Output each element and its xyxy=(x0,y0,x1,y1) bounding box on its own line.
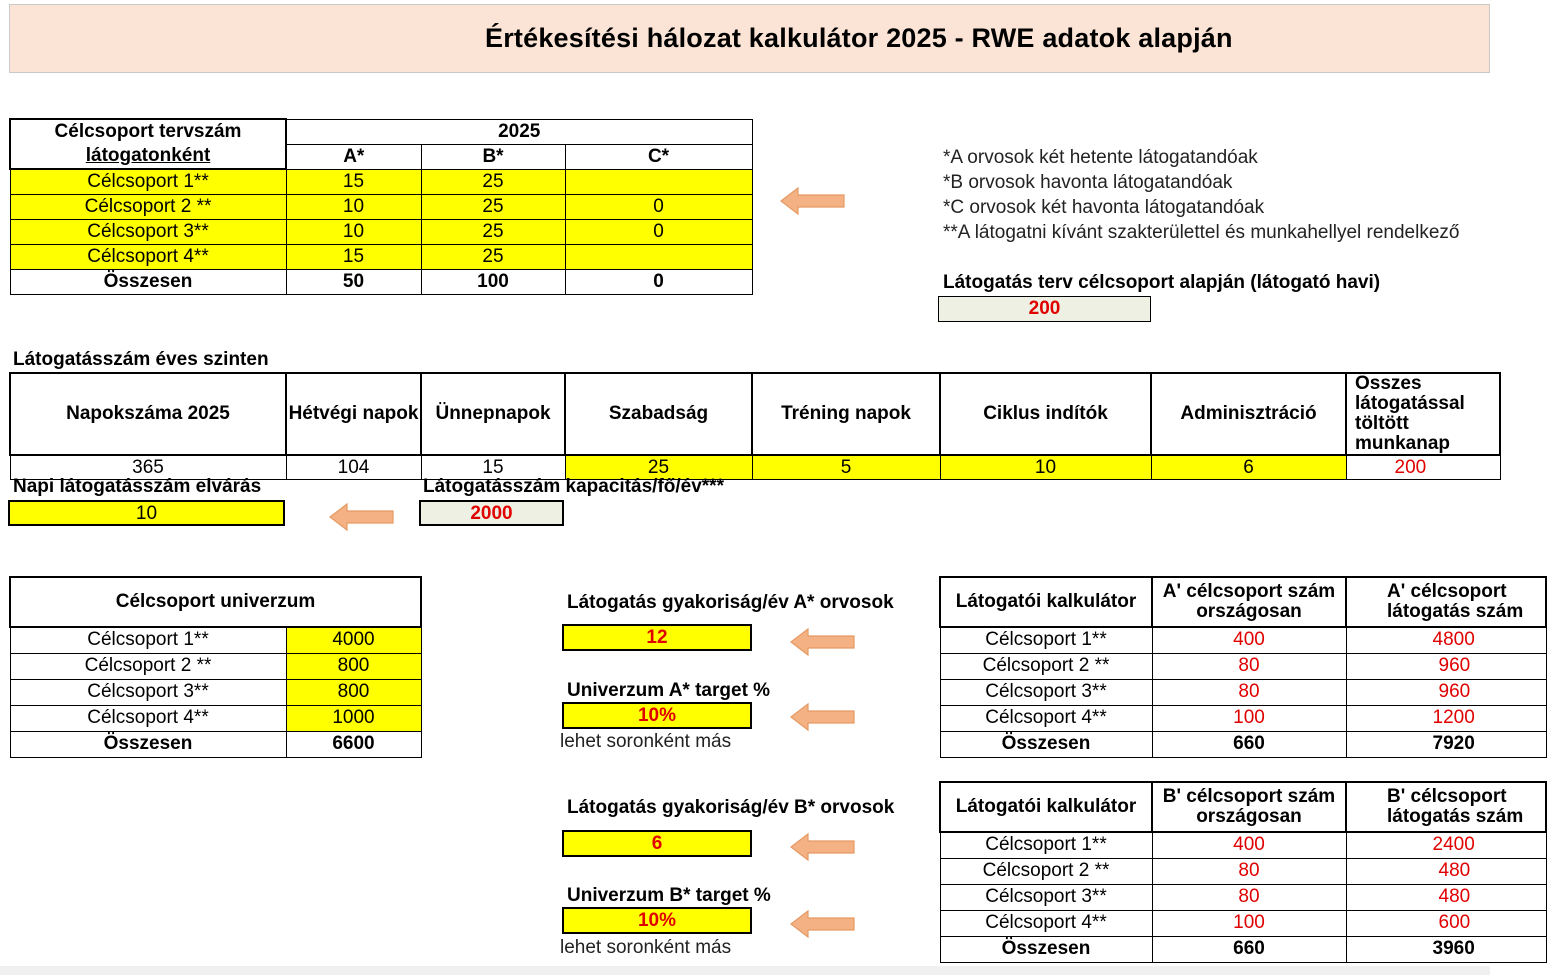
table-row xyxy=(10,244,752,269)
cell-b[interactable]: 25 xyxy=(421,169,565,194)
row-label: Célcsoport 1** xyxy=(10,627,286,653)
table-row xyxy=(940,910,1546,936)
value-vacation[interactable]: 25 xyxy=(565,455,752,480)
col-b-header: B* xyxy=(421,144,565,169)
total-row xyxy=(940,731,1546,757)
value-weekend: 104 xyxy=(286,455,421,480)
note-c: *C orvosok két havonta látogatandóak xyxy=(943,197,1265,218)
row-label: Célcsoport 4** xyxy=(940,705,1152,731)
freq-b-label: Látogatás gyakoriság/év B* orvosok xyxy=(567,797,895,818)
universe-value[interactable]: 4000 xyxy=(286,627,421,653)
cell-a[interactable]: 10 xyxy=(286,194,421,219)
visits-cell: 960 xyxy=(1346,679,1546,705)
total-label: Összesen xyxy=(940,731,1152,757)
cell-a[interactable]: 15 xyxy=(286,244,421,269)
row-label: Célcsoport 3** xyxy=(940,679,1152,705)
value-admin[interactable]: 6 xyxy=(1151,455,1346,480)
row-label: Célcsoport 2 ** xyxy=(10,653,286,679)
arrow-left-icon xyxy=(790,832,856,862)
count-cell: 80 xyxy=(1152,884,1346,910)
universe-value[interactable]: 1000 xyxy=(286,705,421,731)
row-label: Célcsoport 4** xyxy=(10,705,286,731)
arrow-left-icon xyxy=(329,502,395,532)
cell-a[interactable]: 10 xyxy=(286,219,421,244)
annual-table xyxy=(9,372,1501,480)
table-row xyxy=(10,194,752,219)
target-a-value[interactable]: 10% xyxy=(562,702,752,729)
row-label: Célcsoport 1** xyxy=(940,832,1152,858)
calc-b-title: Látogatói kalkulátor xyxy=(940,782,1152,832)
total-row xyxy=(10,269,752,294)
count-cell: 100 xyxy=(1152,705,1346,731)
count-cell: 80 xyxy=(1152,679,1346,705)
visits-cell: 2400 xyxy=(1346,832,1546,858)
table-row xyxy=(10,705,421,731)
table-row xyxy=(940,832,1546,858)
universe-value[interactable]: 800 xyxy=(286,653,421,679)
daily-label: Napi látogatásszám elvárás xyxy=(13,476,262,497)
note-b: *B orvosok havonta látogatandóak xyxy=(943,172,1233,193)
cell-b[interactable]: 25 xyxy=(421,244,565,269)
row-label: Célcsoport 2 ** xyxy=(10,194,286,219)
arrow-left-icon xyxy=(790,909,856,939)
arrow-left-icon xyxy=(780,186,846,216)
row-label: Célcsoport 3** xyxy=(940,884,1152,910)
total-label: Összesen xyxy=(10,269,286,294)
target-a-note: lehet soronként más xyxy=(560,731,732,752)
value-workdays: 200 xyxy=(1346,455,1500,480)
table-row xyxy=(10,653,421,679)
count-cell: 80 xyxy=(1152,653,1346,679)
count-cell: 100 xyxy=(1152,910,1346,936)
visit-plan-value: 200 xyxy=(938,296,1151,322)
table-row xyxy=(940,705,1546,731)
row-label: Célcsoport 1** xyxy=(940,627,1152,653)
visits-cell: 960 xyxy=(1346,653,1546,679)
note-a: *A orvosok két hetente látogatandóak xyxy=(943,147,1258,168)
title-banner xyxy=(9,4,1490,73)
count-cell: 80 xyxy=(1152,858,1346,884)
total-count: 660 xyxy=(1152,936,1346,962)
header-cycle: Ciklus indítók xyxy=(940,373,1151,455)
table-row xyxy=(10,219,752,244)
header-holidays: Ünnepnapok xyxy=(421,373,565,455)
header-workdays: Összes látogatással töltött munkanap xyxy=(1346,373,1500,455)
header-days: Napokszáma 2025 xyxy=(10,373,286,455)
universe-table xyxy=(9,576,422,758)
total-visits: 3960 xyxy=(1346,936,1546,962)
calc-a-title: Látogatói kalkulátor xyxy=(940,577,1152,627)
target-b-label: Univerzum B* target % xyxy=(567,885,771,906)
total-label: Összesen xyxy=(940,936,1152,962)
total-row xyxy=(10,731,421,757)
table-row xyxy=(10,169,752,194)
cell-c[interactable] xyxy=(565,244,752,269)
calculator-b-table xyxy=(939,781,1547,963)
row-label: Célcsoport 3** xyxy=(10,219,286,244)
total-value: 6600 xyxy=(286,731,421,757)
calc-a-col1: A' célcsoport szám országosan xyxy=(1152,577,1346,627)
row-label: Célcsoport 4** xyxy=(940,910,1152,936)
value-cycle[interactable]: 10 xyxy=(940,455,1151,480)
capacity-value: 2000 xyxy=(419,500,564,526)
target-b-note: lehet soronként más xyxy=(560,937,732,958)
total-b: 100 xyxy=(421,269,565,294)
calc-b-col1: B' célcsoport szám országosan xyxy=(1152,782,1346,832)
capacity-label: Látogatásszám kapacitás/fő/év*** xyxy=(423,476,724,497)
visit-plan-label: Látogatás terv célcsoport alapján (látogató havi) xyxy=(943,272,1381,293)
col-c-header: C* xyxy=(565,144,752,169)
row-label: Célcsoport 2 ** xyxy=(940,653,1152,679)
page-title: Értékesítési hálozat kalkulátor 2025 - RWE adatok alapján xyxy=(485,23,1233,53)
year-header: 2025 xyxy=(286,119,752,144)
visits-cell: 1200 xyxy=(1346,705,1546,731)
target-a-label: Univerzum A* target % xyxy=(567,680,771,701)
header-training: Tréning napok xyxy=(752,373,940,455)
header-vacation: Szabadság xyxy=(565,373,752,455)
row-label: Célcsoport 3** xyxy=(10,679,286,705)
freq-a-value[interactable]: 12 xyxy=(562,624,752,651)
footer-bar xyxy=(0,966,1490,975)
total-row xyxy=(940,936,1546,962)
arrow-left-icon xyxy=(790,627,856,657)
row-label: Célcsoport 2 ** xyxy=(940,858,1152,884)
calc-a-col2: A' célcsoport látogatás szám xyxy=(1346,577,1546,627)
row-label: Célcsoport 1** xyxy=(10,169,286,194)
target-table-header: Célcsoport tervszám látogatonként xyxy=(10,119,286,169)
arrow-left-icon xyxy=(790,702,856,732)
table-row xyxy=(940,653,1546,679)
universe-value[interactable]: 800 xyxy=(286,679,421,705)
value-holidays: 15 xyxy=(421,455,565,480)
table-row xyxy=(940,884,1546,910)
row-label: Célcsoport 4** xyxy=(10,244,286,269)
cell-c[interactable] xyxy=(565,169,752,194)
value-days: 365 xyxy=(10,455,286,480)
value-training[interactable]: 5 xyxy=(752,455,940,480)
visits-cell: 480 xyxy=(1346,858,1546,884)
total-count: 660 xyxy=(1152,731,1346,757)
freq-a-label: Látogatás gyakoriság/év A* orvosok xyxy=(567,592,894,613)
note-target: **A látogatni kívánt szakterülettel és munkahellyel rendelkező xyxy=(943,222,1460,243)
calculator-a-table xyxy=(939,576,1547,758)
header-weekend: Hétvégi napok xyxy=(286,373,421,455)
header-admin: Adminisztráció xyxy=(1151,373,1346,455)
total-c: 0 xyxy=(565,269,752,294)
cell-c[interactable]: 0 xyxy=(565,219,752,244)
visits-cell: 600 xyxy=(1346,910,1546,936)
table-row xyxy=(10,627,421,653)
total-visits: 7920 xyxy=(1346,731,1546,757)
calc-b-col2: B' célcsoport látogatás szám xyxy=(1346,782,1546,832)
table-row xyxy=(940,858,1546,884)
total-a: 50 xyxy=(286,269,421,294)
col-a-header: A* xyxy=(286,144,421,169)
target-b-value[interactable]: 10% xyxy=(562,907,752,934)
table-row xyxy=(10,679,421,705)
freq-b-value[interactable]: 6 xyxy=(562,830,752,857)
table-row xyxy=(940,627,1546,653)
table-row xyxy=(940,679,1546,705)
target-table xyxy=(9,118,753,295)
cell-a[interactable]: 15 xyxy=(286,169,421,194)
universe-title: Célcsoport univerzum xyxy=(10,577,421,627)
daily-value[interactable]: 10 xyxy=(8,500,285,526)
count-cell: 400 xyxy=(1152,832,1346,858)
cell-b[interactable]: 25 xyxy=(421,194,565,219)
visits-cell: 480 xyxy=(1346,884,1546,910)
cell-c[interactable]: 0 xyxy=(565,194,752,219)
cell-b[interactable]: 25 xyxy=(421,219,565,244)
visits-cell: 4800 xyxy=(1346,627,1546,653)
count-cell: 400 xyxy=(1152,627,1346,653)
annual-title: Látogatásszám éves szinten xyxy=(13,349,269,370)
total-label: Összesen xyxy=(10,731,286,757)
